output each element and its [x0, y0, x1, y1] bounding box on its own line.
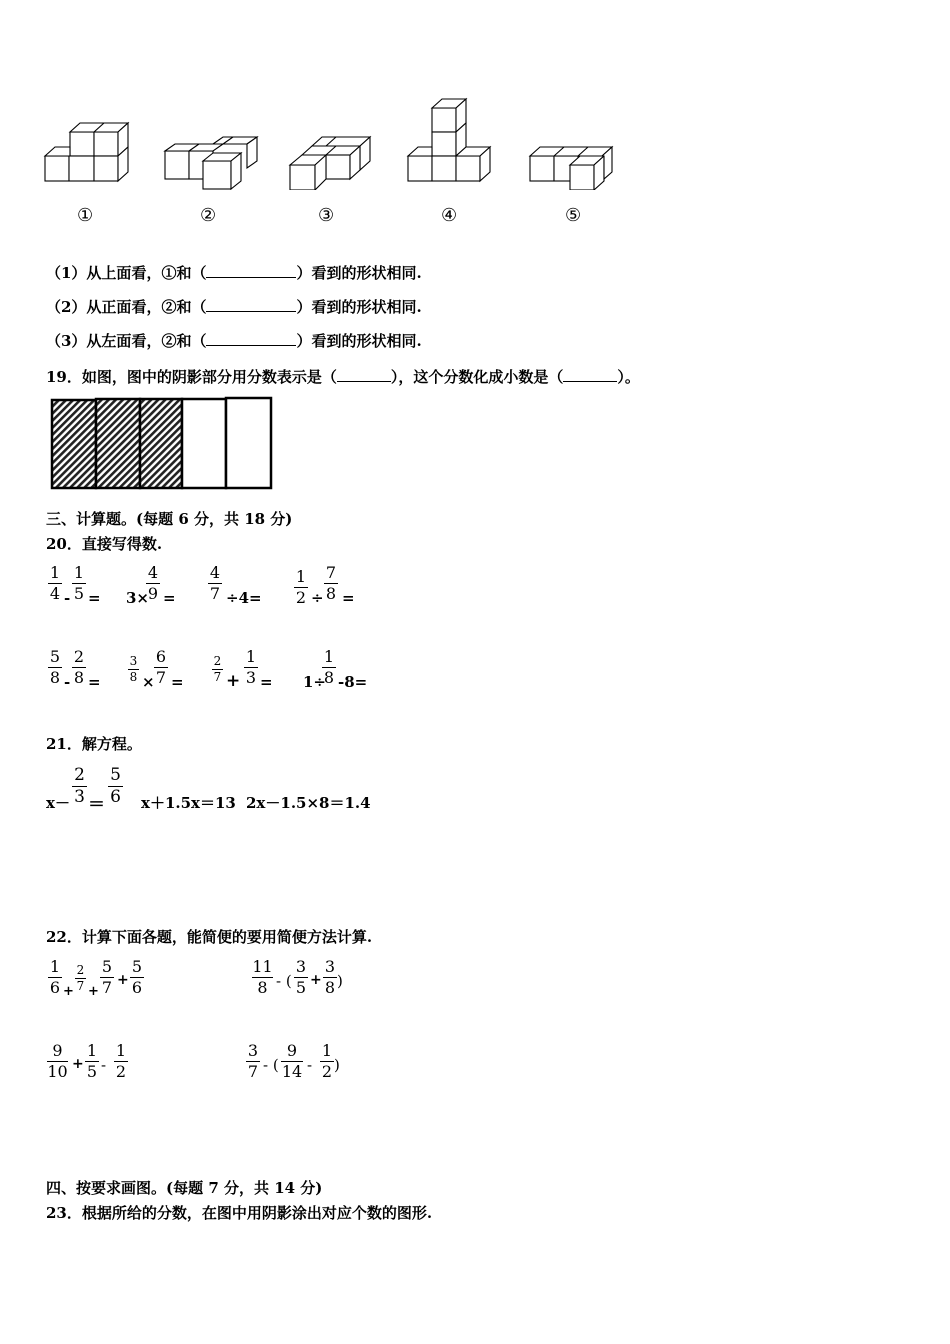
- shaded-part-3: [140, 399, 182, 488]
- operator: -: [101, 1056, 107, 1074]
- fraction: 5 8: [49, 647, 61, 687]
- fraction: 5 7: [101, 957, 113, 997]
- answer-blank[interactable]: [206, 331, 296, 346]
- answer-blank[interactable]: [206, 263, 296, 278]
- fraction: 3 8: [129, 654, 138, 685]
- equals-sign: ＝: [88, 795, 105, 815]
- q22-title: 22．计算下面各题，能简便的要用简便方法计算.: [46, 928, 373, 946]
- fraction: 5 6: [131, 957, 143, 997]
- operator: -: [64, 589, 71, 607]
- fraction: 11 8: [252, 957, 273, 997]
- q19-question: 19．如图，图中的阴影部分用分数表示是（ ），这个分数化成小数是（ ）。: [46, 368, 640, 386]
- figure-label-4: ④: [441, 205, 458, 226]
- fraction: 2 3: [72, 766, 87, 806]
- answer-blank[interactable]: [337, 367, 391, 382]
- fraction: 6 7: [155, 647, 167, 687]
- figure-label-3: ③: [318, 205, 335, 226]
- section-4-title: 四、按要求画图。(每题 7 分，共 14 分): [46, 1179, 323, 1197]
- fraction: 7 8: [325, 563, 337, 603]
- figure-label-5: ⑤: [565, 205, 582, 226]
- figure-1-cubes: [45, 123, 128, 181]
- figure-label-2: ②: [200, 205, 217, 226]
- operator: +: [88, 984, 99, 999]
- fraction: 1 8: [323, 647, 335, 687]
- equals-sign: =: [88, 673, 101, 691]
- equals-sign: =: [88, 589, 101, 607]
- equation-1-part: x－: [46, 794, 70, 812]
- q23-title: 23．根据所给的分数，在图中用阴影涂出对应个数的图形.: [46, 1204, 433, 1222]
- shaded-part-1: [52, 400, 96, 488]
- section-3-title: 三、计算题。(每题 6 分，共 18 分): [46, 510, 293, 528]
- equals-sign: =: [171, 673, 184, 691]
- fraction: 9 10: [47, 1041, 68, 1081]
- q18-item-3: （3）从左面看，②和（ ）看到的形状相同.: [46, 332, 422, 350]
- equals-sign: =: [342, 589, 355, 607]
- operator: +: [63, 984, 74, 999]
- equals-sign: =: [260, 673, 273, 691]
- operator: ): [337, 972, 343, 990]
- fraction: 1 3: [245, 647, 257, 687]
- blank-part-4: [182, 399, 226, 488]
- operator: - (: [276, 972, 292, 990]
- operator: ×: [142, 673, 155, 691]
- fraction: 2 7: [76, 963, 85, 994]
- figure-2-cubes: [165, 137, 257, 189]
- operator: -: [64, 673, 71, 691]
- fraction: 1 2: [321, 1041, 333, 1081]
- fraction: 1 2: [295, 567, 307, 607]
- operator: +: [117, 972, 129, 988]
- operator: ÷: [311, 589, 324, 607]
- operator: +: [72, 1056, 84, 1072]
- cube-figures: [40, 95, 630, 190]
- fraction: 2 7: [213, 654, 222, 685]
- fraction: 3 8: [324, 957, 336, 997]
- fraction: 5 6: [108, 766, 123, 806]
- fraction: 4 7: [209, 563, 221, 603]
- answer-blank[interactable]: [206, 297, 296, 312]
- figure-5-cubes: [530, 147, 612, 190]
- shaded-rectangle-figure: [48, 395, 276, 493]
- figure-3-cubes: [290, 137, 370, 190]
- fraction: 3 7: [247, 1041, 259, 1081]
- fraction: 2 8: [73, 647, 85, 687]
- blank-part-5: [226, 398, 271, 488]
- equals-sign: =: [163, 589, 176, 607]
- fraction: 3 5: [295, 957, 307, 997]
- figure-4-cubes: [408, 99, 490, 181]
- q18-item-2: （2）从正面看，②和（ ）看到的形状相同.: [46, 298, 422, 316]
- fraction: 1 2: [115, 1041, 127, 1081]
- operator: 1÷: [303, 673, 327, 691]
- operator: -8=: [338, 673, 368, 691]
- operator: +: [226, 671, 241, 691]
- shaded-part-2: [96, 399, 140, 488]
- operator: ): [334, 1056, 340, 1074]
- operator: -: [307, 1056, 313, 1074]
- fraction: 1 6: [49, 957, 61, 997]
- q18-item-1: （1）从上面看，①和（ ）看到的形状相同.: [46, 264, 422, 282]
- q21-title: 21．解方程。: [46, 735, 142, 753]
- operator: 3×: [126, 589, 150, 607]
- operator: +: [310, 972, 322, 988]
- fraction: 9 14: [281, 1041, 303, 1081]
- equation-3: 2x－1.5×8＝1.4: [246, 794, 371, 812]
- fraction: 4 9: [147, 563, 159, 603]
- answer-blank[interactable]: [563, 367, 617, 382]
- equation-2: x＋1.5x＝13: [141, 794, 236, 812]
- fraction: 1 5: [73, 563, 85, 603]
- operator: ÷4=: [226, 589, 262, 607]
- fraction: 1 4: [49, 563, 61, 603]
- q20-title: 20．直接写得数.: [46, 535, 163, 553]
- operator: - (: [263, 1056, 279, 1074]
- fraction: 1 5: [86, 1041, 98, 1081]
- figure-label-1: ①: [77, 205, 94, 226]
